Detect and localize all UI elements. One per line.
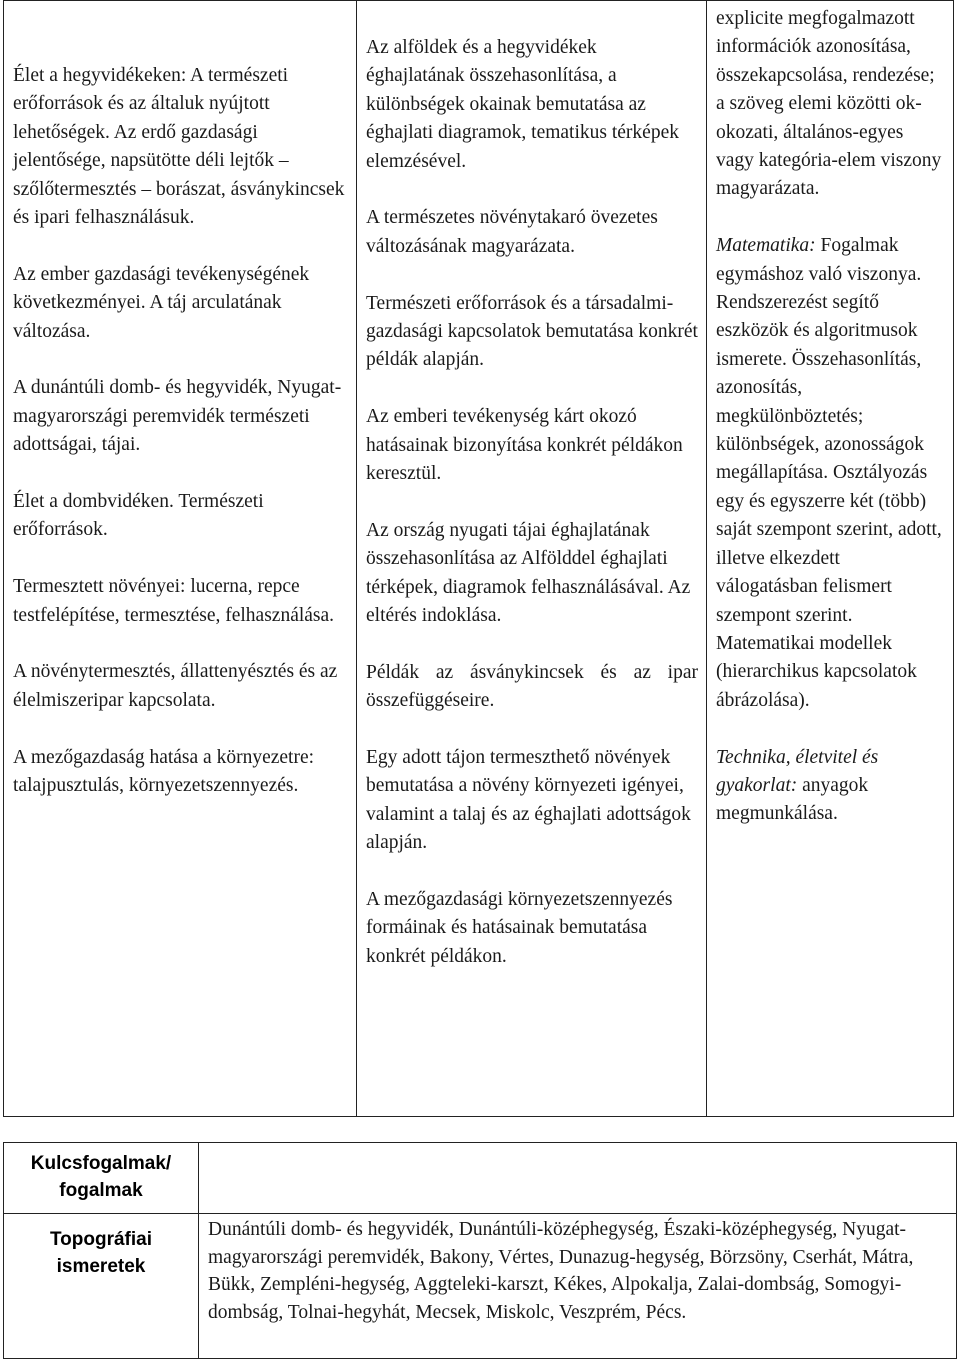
activity-paragraph: Az ország nyugati tájai éghajlatának összehasonlítása az Alfölddel éghajlati térképek, diagramok felhasználásával. Az eltérés indoklása. [366, 519, 691, 627]
topography-label-cell [4, 1214, 199, 1359]
topography-label-line1: Topográfiai [49, 1229, 153, 1250]
topography-text: Dunántúli domb- és hegyvidék, Dunántúli-középhegység, Északi-középhegység, Nyugat-magyarországi peremvidék, Bakony, Vértes, Dunazug-hegység, Börzsöny, Cserhát, Mátra, Bükk, Zempléni-hegység, Aggteleki-karszt, Kékes, Alpokalja, Zalai-dombság, Somogyi-dombság, Tolnai-hegyhát, Mecsek, Miskolc, Veszprém, Pécs. [208, 1219, 914, 1323]
activity-paragraph: Az alföldek és a hegyvidékek éghajlatának összehasonlítása, a különbségek okainak bemutatása az éghajlati diagramok, tematikus térképek elemzésével. [366, 37, 679, 172]
topic-paragraph: Élet a hegyvidékeken: A természeti erőforrások és az általuk nyújtott lehetőségek. Az erdő gazdasági jelentősége, napsütötte déli lejtők – szőlőtermesztés – borászat, ásványkincsek és ipari felhasználásuk. [13, 65, 345, 229]
math-text: Fogalmak egymáshoz való viszonya. [716, 235, 922, 285]
topography-content-cell [199, 1214, 957, 1359]
topic-paragraph: A dunántúli domb- és hegyvidék, Nyugat-magyarországi peremvidék természeti adottságai, tájai. [13, 377, 342, 456]
topic-paragraph: Az ember gazdasági tevékenységének következményei. A táj arculatának változása. [13, 263, 310, 342]
math-paragraph [716, 232, 945, 289]
activities-cell [357, 1, 707, 1117]
topics-cell [4, 1, 357, 1117]
tech-paragraph [716, 744, 945, 829]
math-label: Matematika: [716, 235, 816, 257]
activity-paragraph: Példák az ásványkincsek és az ipar összefüggéseire. [366, 661, 698, 712]
topic-paragraph: Élet a dombvidéken. Természeti erőforrások. [13, 491, 264, 541]
connections-cell [707, 1, 954, 1117]
activity-paragraph: Egy adott tájon termeszthető növények bemutatása a növény környezeti igényei, valamint a talaj és az éghajlati adottságok alapján. [366, 747, 691, 854]
curriculum-table [3, 0, 954, 1117]
topic-paragraph: Termesztett növényei: lucerna, repce testfelépítése, termesztése, felhasználása. [13, 576, 335, 626]
activity-paragraph: A természetes növénytakaró övezetes változásának magyarázata. [366, 207, 658, 257]
math-details-paragraph: Rendszerezést segítő eszközök és algoritmusok ismerete. Összehasonlítás, azonosítás, megkülönböztetés; különbségek, azonosságok megállapítása. Osztályozás egy és egyszerre két (több) saját szempont szerint, adott, illetve elkezdett válogatásban felismert szempont szerint. Matematikai modellek (hierarchikus kapcsolatok ábrázolása). [716, 292, 942, 711]
topic-paragraph: A növénytermesztés, állattenyésztés és az élelmiszeripar kapcsolata. [13, 661, 338, 711]
tech-label: Technika, életvitel és gyakorlat: [716, 746, 879, 796]
topography-row [4, 1214, 957, 1359]
tech-text: anyagok megmunkálása. [716, 774, 869, 825]
topography-label-line2: ismeretek [56, 1256, 146, 1277]
activity-paragraph: Természeti erőforrások és a társadalmi-gazdasági kapcsolatok bemutatása konkrét példák alapján. [366, 292, 698, 371]
activity-paragraph: A mezőgazdasági környezetszennyezés formáinak és hatásainak bemutatása konkrét példákon. [366, 889, 673, 967]
keyconcepts-label-line1: Kulcsfogalmak/ [30, 1153, 172, 1174]
curriculum-row [4, 1, 954, 1117]
keyconcepts-row [4, 1143, 957, 1214]
topic-paragraph: A mezőgazdaság hatása a környezetre: talajpusztulás, környezetszennyezés. [13, 746, 315, 797]
activity-paragraph: Az emberi tevékenység kárt okozó hatásainak bizonyítása konkrét példákon keresztül. [366, 406, 683, 485]
skills-paragraph: explicite megfogalmazott információk azonosítása, összekapcsolása, rendezése; a szöveg elemi közötti ok-okozati, általános-egyes vagy kategória-elem viszony magyarázata. [716, 8, 942, 200]
keyconcepts-content-cell [199, 1143, 957, 1214]
keyconcepts-label-cell [4, 1143, 199, 1214]
keyconcepts-label-line2: fogalmak [59, 1180, 143, 1201]
keyconcepts-table [3, 1142, 957, 1359]
